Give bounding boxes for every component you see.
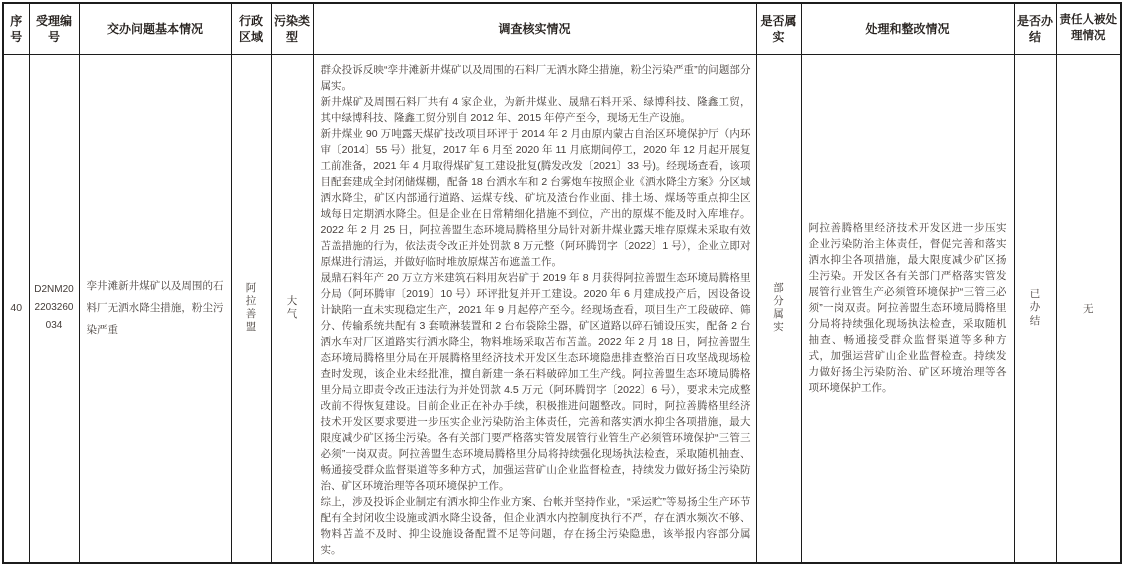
col-header-accountability: 责任人被处理情况 [1056, 3, 1121, 54]
table-row [3, 54, 1121, 563]
col-header-pollution-type: 污染类型 [271, 3, 313, 54]
col-header-verified: 是否属实 [756, 3, 801, 54]
region-value: 阿拉善盟 [245, 281, 257, 334]
complaint-handling-table [2, 2, 1122, 564]
cell-concluded [1014, 54, 1056, 563]
col-header-serial: 序号 [3, 3, 29, 54]
col-header-concluded: 是否办结 [1014, 3, 1056, 54]
pollution-type-value: 大气 [286, 294, 298, 320]
cell-problem: 孪井滩新井煤矿以及周围的石料厂无洒水降尘措施，粉尘污染严重 [79, 54, 231, 563]
col-header-acceptance-no: 受理编号 [29, 3, 79, 54]
cell-pollution-type [271, 54, 313, 563]
cell-handling: 阿拉善腾格里经济技术开发区进一步压实企业污染防治主体责任，督促完善和落实洒水抑尘各项措施，最大限度减少矿区扬尘污染。开发区各有关部门严格落实管发展管行业管生产必须管环境保护“三管三必须”一岗双责。阿拉善盟生态环境局腾格里分局将持续强化现场执法检查，采取随机抽查、畅通接受群众监督渠道等多种方式，加强运营矿山企业监督检查。持续发力做好扬尘污染防治、矿区环境治理等各项环境保护工作。 [801, 54, 1014, 563]
cell-investigation: 群众投诉反映“孪井滩新井煤矿以及周围的石料厂无洒水降尘措施，粉尘污染严重”的问题部分属实。 新井煤矿及周围石料厂共有 4 家企业，为新井煤业、晟鼎石料开采、绿博科技、隆鑫工贸，其中绿博科技、隆鑫工贸分别自 2012 年、2015 年停产至今，现场无生产设施。 新井煤业 90 万吨露天煤矿技改项目环评于 2014 年 2 月由原内蒙古自治区环境保护厅（内环审〔2014〕55 号）批复，2017 年 6 月至 2020 年 11 月底期间停工，2020 年 12 月起开展复工前准备，2021 年 4 月取得煤矿复工建设批复(腾发改发〔2021〕33 号)。经现场查看，该项目配套建成全封闭储煤棚，配备 18 台洒水车和 2 台雾炮车按照企业《洒水降尘方案》分区域洒水降尘，矿区内部通行道路、运煤专线、矿坑及渣台作业面、排土场、煤场等重点抑尘区域每日定期洒水降尘。但是企业在日常精细化措施不到位，产出的原煤不能及时入库堆存。 2022 年 2 月 25 日，阿拉善盟生态环境局腾格里分局针对新井煤业露天堆存原煤未采取有效苫盖措施的行为，依法责令改正并处罚款 8 万元整（阿环腾罚字〔2022〕1 号），企业立即对原煤进行清运，并做好临时堆放原煤苫布遮盖工作。 晟鼎石料年产 20 万立方米建筑石料用灰岩矿于 2019 年 8 月获得阿拉善盟生态环境局腾格里分局（阿环腾审〔2019〕10 号）环评批复并开工建设。2020 年 6 月建成投产后，因设备设计缺陷一直未实现稳定生产，2021 年 9 月起停产至今。经现场查看，项目生产工段破碎、筛分、传输系统共配有 3 套喷淋装置和 2 台布袋除尘器，矿区道路以碎石铺设压实，配备 2 台洒水车对厂区道路实行洒水降尘，物料堆场采取苫布苫盖。2022 年 2 月 18 日，阿拉善盟生态环境局腾格里分局在开展腾格里经济技术开发区生态环境隐患排查整治百日攻坚战现场检查时发现，该企业未经批准，擅自新建一条石料破碎加工生产线。阿拉善盟生态环境局腾格里分局立即责令改正违法行为并处罚款 4.5 万元（阿环腾罚字〔2022〕6 号），要求未完成整改前不得恢复建设。目前企业正在补办手续，积极推进问题整改。同时，阿拉善腾格里经济技术开发区要求要进一步压实企业污染防治主体责任，完善和落实洒水抑尘各项措施，最大限度减少矿区扬尘污染。各有关部门要严格落实管发展管行业管生产必须管环境保护“三管三必须”一岗双责。阿拉善盟生态环境局腾格里分局将持续强化现场执法检查，采取随机抽查、畅通接受群众监督渠道等多种方式，加强运营矿山企业监督检查，持续发力做好扬尘污染防治、矿区环境治理等各项环境保护工作。 综上，涉及投诉企业制定有洒水抑尘作业方案、台帐并坚持作业，“采运贮”等易扬尘生产环节配有全封闭收尘设施或洒水降尘设备，但企业洒水内控制度执行不严，存在洒水频次不够、物料苫盖不及时、抑尘设施设备配置不足等问题，存在扬尘污染隐患，该举报内容部分属实。 [313, 54, 756, 563]
col-header-investigation: 调查核实情况 [313, 3, 756, 54]
col-header-problem: 交办问题基本情况 [79, 3, 231, 54]
cell-region [231, 54, 271, 563]
cell-acceptance-no: D2NM202203260034 [29, 54, 79, 563]
verified-value: 部分属实 [773, 281, 784, 334]
concluded-value: 已办结 [1029, 288, 1041, 327]
cell-serial: 40 [3, 54, 29, 563]
col-header-region: 行政区域 [231, 3, 271, 54]
cell-accountability: 无 [1056, 54, 1121, 563]
table-header-row [3, 3, 1121, 54]
col-header-handling: 处理和整改情况 [801, 3, 1014, 54]
cell-verified [756, 54, 801, 563]
